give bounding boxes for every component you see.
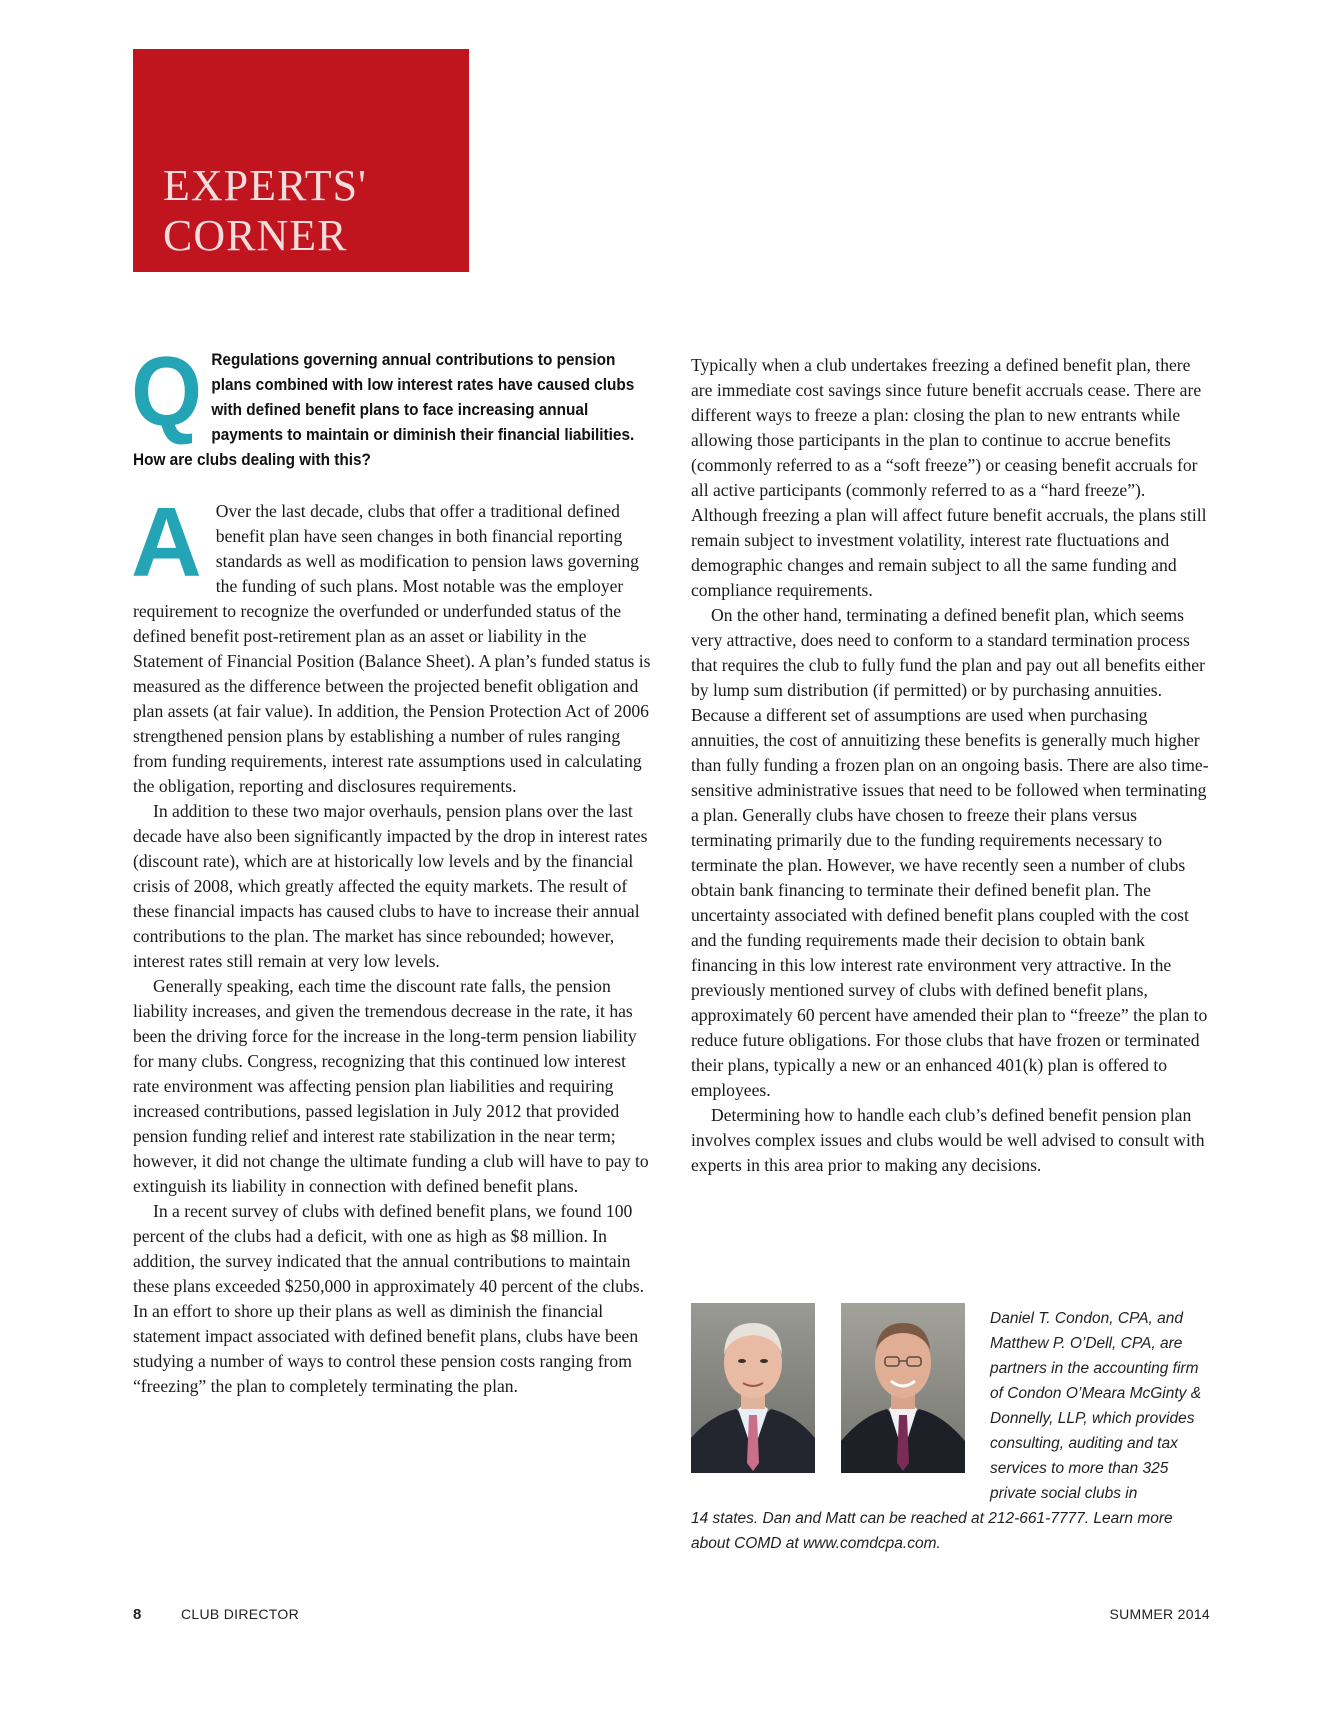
- author-bio-side: Daniel T. Condon, CPA, and Matthew P. O’Dell, CPA, are partners in the accounting firm of Condon O’Meara McGinty & Donnelly, LLP, which provides consulting, auditing and tax services to more than 325 private social clubs in: [990, 1310, 1202, 1502]
- answer-paragraph-6: On the other hand, terminating a defined benefit plan, which seems very attractive, does need to conform to a standard termination process that requires the club to fully fund the plan and pay out all benefits either by lump sum distribution (if permitted) or by purchasing annuities. Because a different set of assumptions are used when purchasing annuities, the cost of annuitizing these benefits is generally much higher than fully funding a frozen plan on an ongoing basis. There are also time-sensitive administrative issues that need to be followed when terminating a plan. Generally clubs have chosen to freeze their plans versus terminating primarily due to the funding requirements necessary to terminate the plan. However, we have recently seen a number of clubs obtain bank financing to terminate their defined benefit plan. The uncertainty associated with defined benefit plans coupled with the cost and the funding requirements made their decision to obtain bank financing in this low interest rate environment very attractive. In the previously mentioned survey of clubs with defined benefit plans, approximately 60 percent have amended their plan to “freeze” the plan to reduce future obligations. For those clubs that have frozen or terminated their plans, typically a new or an enhanced 401(k) plan is offered to employees.: [691, 605, 1209, 1100]
- issue-date: SUMMER 2014: [1109, 1606, 1210, 1622]
- magazine-name: CLUB DIRECTOR: [181, 1606, 299, 1622]
- left-column: [131, 336, 655, 1399]
- answer-paragraph-7: Determining how to handle each club’s defined benefit pension plan involves complex issues and clubs would be well advised to consult with experts in this area prior to making any decisions.: [691, 1105, 1205, 1175]
- answer-paragraph-4: In a recent survey of clubs with defined benefit plans, we found 100 percent of the clubs had a deficit, with one as high as $8 million. In addition, the survey indicated that the annual contributions to maintain these plans exceeded $250,000 in approximately 40 percent of the clubs. In an effort to shore up their plans as well as diminish the financial statement impact associated with defined benefit plans, clubs have been studying a number of ways to control these pension costs ranging from “freezing” the plan to completely terminating the plan.: [133, 1201, 645, 1396]
- question-block: [131, 336, 652, 473]
- author-photo-daniel-condon: [691, 1303, 815, 1473]
- banner-title-line2: CORNER: [163, 211, 348, 260]
- answer-paragraph-1-text: Over the last decade, clubs that offer a traditional defined benefit plan have seen changes in both financial reporting standards as well as modification to pension laws governing the funding of such plans. Most notable was the employer requirement to recognize the overfunded or underfunded status of the defined benefit post-retirement plan as an asset or liability in the Statement of Financial Position (Balance Sheet). A plan’s funded status is measured as the difference between the projected benefit obligation and plan assets (at fair value). In addition, the Pension Protection Act of 2006 strengthened pension plans by establishing a number of rules ranging from funding requirements, interest rate assumptions used in calculating the obligation, reporting and disclosures requirements.: [133, 501, 651, 796]
- banner-title: [163, 161, 367, 261]
- right-column: [691, 353, 1213, 1178]
- question-text: Regulations governing annual contributions to pension plans combined with low interest rates have caused clubs with defined benefit plans to face increasing annual payments to maintain or diminish their financial liabilities. How are clubs dealing with this?: [133, 351, 635, 469]
- answer-paragraph-5: Typically when a club undertakes freezing a defined benefit plan, there are immediate cost savings since future benefit accruals cease. There are different ways to freeze a plan: closing the plan to new entrants while allowing those participants in the plan to continue to accrue benefits (commonly referred to as a “soft freeze”) or ceasing benefit accruals for all active participants (commonly referred to as a “hard freeze”). Although freezing a plan will affect future benefit accruals, the plans still remain subject to investment volatility, interest rate fluctuations and demographic changes and remain subject to all the same funding and compliance requirements.: [691, 355, 1207, 600]
- answer-paragraph-2: In addition to these two major overhauls, pension plans over the last decade have also been significantly impacted by the drop in interest rates (discount rate), which are at historically low levels and by the financial crisis of 2008, which greatly affected the equity markets. The result of these financial impacts has caused clubs to have to increase their annual contributions to the plan. The market has since rebounded; however, interest rates still remain at very low levels.: [133, 801, 648, 971]
- question-dropcap: Q: [131, 336, 203, 446]
- experts-corner-banner: [133, 49, 469, 272]
- answer-dropcap: A: [131, 487, 202, 597]
- page-number: 8: [133, 1606, 142, 1623]
- author-bio-bottom: 14 states. Dan and Matt can be reached at 212-661-7777. Learn more about COMD at www.comdcpa.com.: [691, 1510, 1173, 1552]
- author-photo-matthew-odell: [841, 1303, 965, 1473]
- banner-title-line1: EXPERTS': [163, 161, 367, 210]
- answer-paragraph-3: Generally speaking, each time the discount rate falls, the pension liability increases, and given the tremendous decrease in the rate, it has been the driving force for the increase in the long-term pension liability for many clubs. Congress, recognizing that this continued low interest rate environment was affecting pension plan liabilities and requiring increased contributions, passed legislation in July 2012 that provided pension funding relief and interest rate stabilization in the near term; however, it did not change the ultimate funding a club will have to pay to extinguish its liability in connection with defined benefit plans.: [133, 976, 649, 1196]
- answer-paragraph-1: [131, 487, 655, 799]
